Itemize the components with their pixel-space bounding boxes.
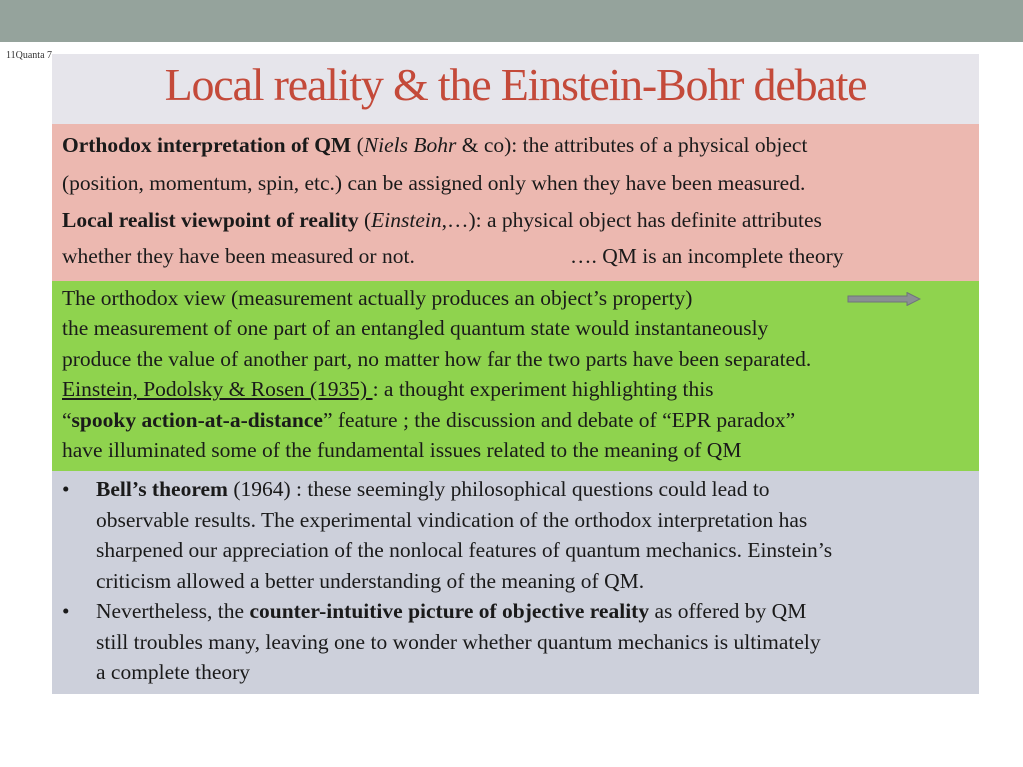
orthodox-who-rest: & co): the attributes of a physical object (456, 133, 808, 157)
slide-title: Local reality & the Einstein-Bohr debate (164, 59, 867, 110)
orthodox-open-paren: ( (351, 133, 364, 157)
epr-rest: : a thought experiment highlighting this (372, 377, 714, 401)
bullet-2-line-2: still troubles many, leaving one to wonder whether quantum mechanics is ultimately (96, 630, 821, 654)
slide-label: 11Quanta 7 (6, 50, 53, 61)
orthodox-label: Orthodox interpretation of QM (62, 133, 352, 157)
bullet-2-line-3: a complete theory (96, 660, 251, 684)
bullet-1-rest: (1964) : these seemingly philosophical questions could lead to (227, 477, 770, 501)
title-area (52, 54, 979, 124)
top-bar (0, 0, 1023, 42)
green-line-6: have illuminated some of the fundamental issues related to the meaning of QM (62, 438, 742, 462)
realist-label: Local realist viewpoint of reality (62, 208, 359, 232)
orthodox-line-1 (62, 133, 807, 158)
green-line-3: produce the value of another part, no matter how far the two parts have been separated. (62, 347, 812, 371)
bullet-2-pre: Nevertheless, the (96, 599, 250, 623)
green-line-5 (62, 408, 795, 433)
bells-theorem: Bell’s theorem (96, 477, 228, 501)
bullet-1-line-1 (96, 477, 770, 502)
realist-who: Einstein (371, 208, 442, 232)
realist-line-1 (62, 208, 822, 233)
spooky-rest: ” feature ; the discussion and debate of “EPR paradox” (322, 408, 796, 432)
bullet-1-line-3: sharpened our appreciation of the nonlocal features of quantum mechanics. Einstein’s (96, 538, 833, 562)
realist-conclusion: …. QM is an incomplete theory (570, 244, 844, 268)
realist-who-rest: ,…): a physical object has definite attributes (441, 208, 822, 232)
interpretations-box (52, 124, 979, 281)
green-line-1: The orthodox view (measurement actually produces an object’s property) (62, 286, 693, 310)
spooky-phrase: spooky action-at-a-distance (71, 408, 323, 432)
epr-reference: Einstein, Podolsky & Rosen (1935) (62, 377, 373, 401)
objective-reality-phrase: counter-intuitive picture of objective reality (249, 599, 650, 623)
quote-open: “ (62, 408, 72, 432)
bullet-marker-2: • (62, 599, 70, 623)
bullet-1-line-2: observable results. The experimental vindication of the orthodox interpretation has (96, 508, 808, 532)
orthodox-line-2: (position, momentum, spin, etc.) can be assigned only when they have been measured. (62, 171, 806, 195)
bullet-2-line-1 (96, 599, 806, 624)
bullets-box (52, 471, 979, 694)
orthodox-who: Niels Bohr (363, 133, 457, 157)
green-line-2: the measurement of one part of an entangled quantum state would instantaneously (62, 316, 769, 340)
bullet-2-rest: as offered by QM (649, 599, 807, 623)
epr-box (52, 281, 979, 471)
right-arrow-icon (847, 292, 921, 306)
realist-line-2: whether they have been measured or not. (62, 244, 415, 268)
realist-open-paren: ( (358, 208, 372, 232)
bullet-marker-1: • (62, 477, 70, 501)
bullet-1-line-4: criticism allowed a better understanding of the meaning of QM. (96, 569, 645, 593)
green-line-4 (62, 377, 714, 402)
